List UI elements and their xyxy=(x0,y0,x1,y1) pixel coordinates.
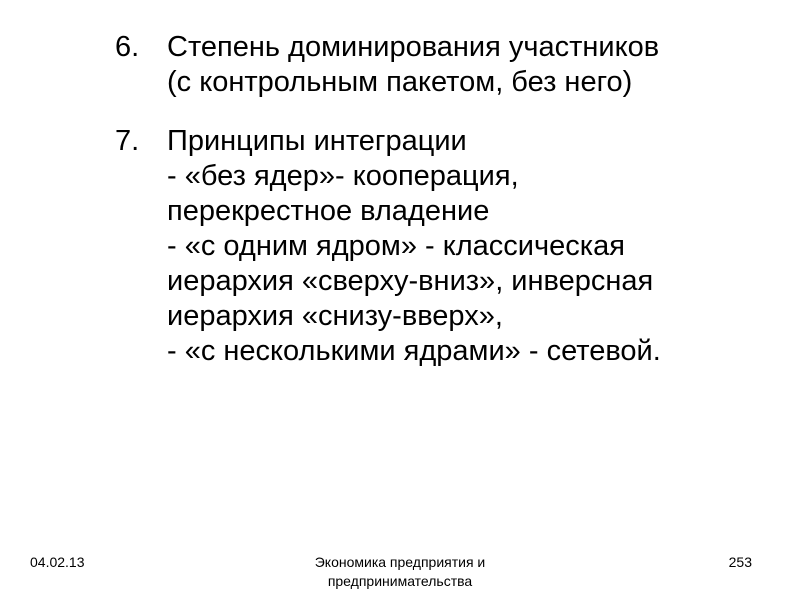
item-text-line: иерархия «сверху-вниз», инверсная xyxy=(167,265,654,297)
item-number: 6. xyxy=(115,31,140,63)
footer-title-line: предпринимательства xyxy=(327,573,473,589)
footer-date: 04.02.13 xyxy=(30,554,85,570)
item-text-line: перекрестное владение xyxy=(167,195,490,227)
item-text-line: Принципы интеграции xyxy=(167,125,467,157)
item-text-line: - «с одним ядром» - классическая xyxy=(167,230,625,262)
footer-page-number: 253 xyxy=(728,554,752,570)
item-text xyxy=(167,124,787,369)
item-text xyxy=(167,30,787,100)
item-text-line: Степень доминирования участников xyxy=(167,31,660,63)
item-text-line: (с контрольным пакетом, без него) xyxy=(167,66,633,98)
item-number: 7. xyxy=(115,125,140,157)
footer-title xyxy=(250,553,550,591)
item-text-line: иерархия «снизу-вверх», xyxy=(167,300,503,332)
item-text-line: - «с несколькими ядрами» - сетевой. xyxy=(167,335,661,367)
footer-title-line: Экономика предприятия и xyxy=(314,554,486,570)
item-text-line: - «без ядер»- кооперация, xyxy=(167,160,519,192)
